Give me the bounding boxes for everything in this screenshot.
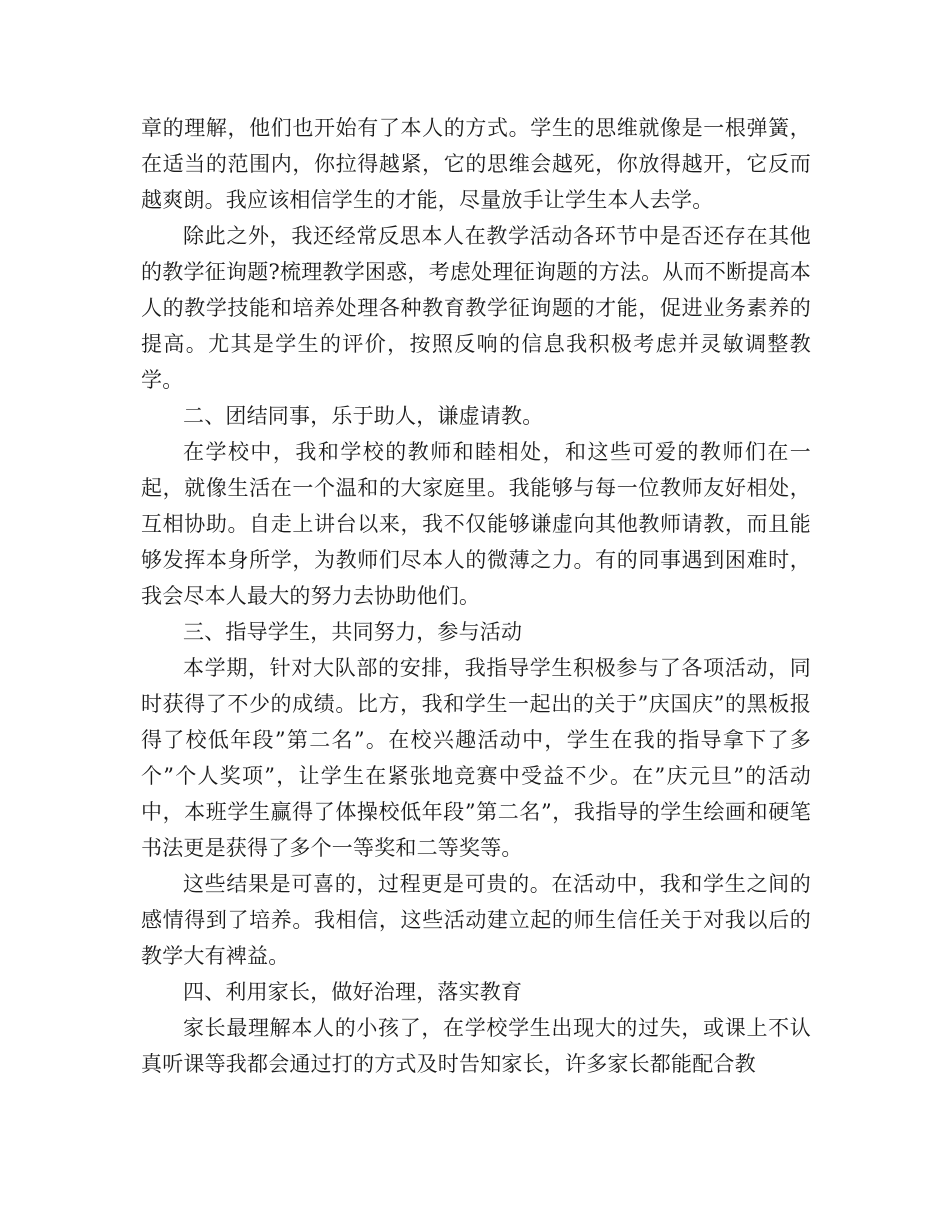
section-heading-4: 四、利用家长，做好治理，落实教育 <box>183 980 523 1004</box>
paragraph-parents: 家长最理解本人的小孩了，在学校学生出现大的过失，或课上不认真听课等我都会通过打的方式及时告知家长，许多家长都能配合教 <box>141 1016 811 1076</box>
section-heading-3: 三、指导学生，共同努力，参与活动 <box>183 620 523 644</box>
paragraph-continued: 章的理解，他们也开始有了本人的方式。学生的思维就像是一根弹簧，在适当的范围内，你拉得越紧，它的思维会越死，你放得越开，它反而越爽朗。我应该相信学生的才能，尽量放手让学生本人去学。 <box>141 116 811 212</box>
document-body <box>141 110 811 1082</box>
paragraph-activities: 本学期，针对大队部的安排，我指导学生积极参与了各项活动，同时获得了不少的成绩。比方，我和学生一起出的关于”庆国庆”的黑板报得了校低年段”第二名”。在校兴趣活动中，学生在我的指导拿下了多个”个人奖项”，让学生在紧张地竞赛中受益不少。在”庆元旦”的活动中，本班学生赢得了体操校低年段”第二名”，我指导的学生绘画和硬笔书法更是获得了多个一等奖和二等奖等。 <box>141 656 811 860</box>
paragraph-reflection: 除此之外，我还经常反思本人在教学活动各环节中是否还存在其他的教学征询题?梳理教学困惑，考虑处理征询题的方法。从而不断提高本人的教学技能和培养处理各种教育教学征询题的才能，促进业务素养的提高。尤其是学生的评价，按照反响的信息我积极考虑并灵敏调整教学。 <box>141 224 811 392</box>
paragraph-colleagues: 在学校中，我和学校的教师和睦相处，和这些可爱的教师们在一起，就像生活在一个温和的大家庭里。我能够与每一位教师友好相处，互相协助。自走上讲台以来，我不仅能够谦虚向其他教师请教，而且能够发挥本身所学，为教师们尽本人的微薄之力。有的同事遇到困难时，我会尽本人最大的努力去协助他们。 <box>141 440 811 608</box>
section-heading-2: 二、团结同事，乐于助人，谦虚请教。 <box>183 404 544 428</box>
paragraph-results: 这些结果是可喜的，过程更是可贵的。在活动中，我和学生之间的感情得到了培养。我相信，这些活动建立起的师生信任关于对我以后的教学大有裨益。 <box>141 872 811 968</box>
